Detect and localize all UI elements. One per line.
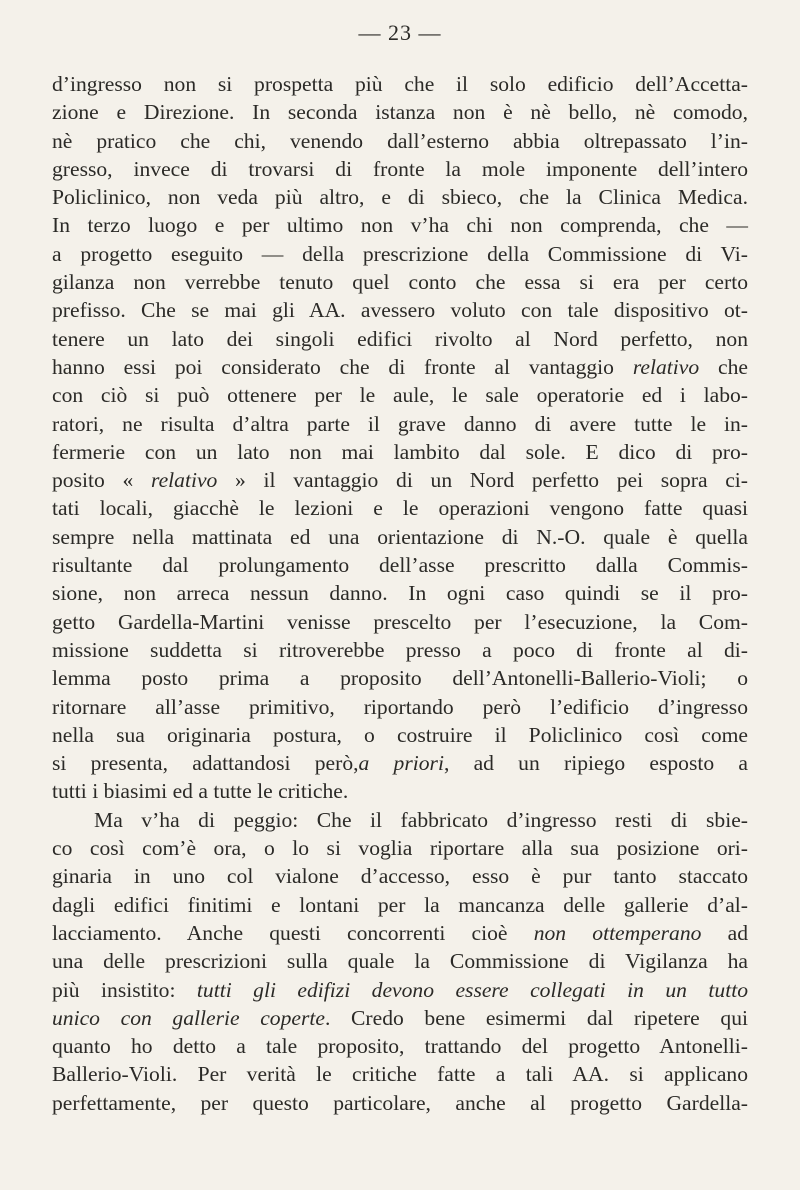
text-segment: sempre nella mattinata ed una orientazione di N.-O. quale è quella <box>52 524 748 549</box>
text-segment: più insistito: <box>52 977 197 1002</box>
text-line <box>52 211 748 239</box>
text-segment: che <box>699 354 748 379</box>
text-segment: una delle prescrizioni sulla quale la Commissione di Vigilanza ha <box>52 949 748 974</box>
text-segment: , ad un ripiego esposto a <box>443 751 748 776</box>
text-segment: sione, non arreca nessun danno. In ogni caso quindi se il pro- <box>52 581 748 606</box>
text-line <box>52 806 748 834</box>
text-line <box>52 1032 748 1060</box>
text-segment: Policlinico, non veda più altro, e di sbieco, che la Clinica Medica. <box>52 185 748 210</box>
text-segment: lacciamento. Anche questi concorrenti cioè <box>52 920 534 945</box>
text-segment: ginaria in uno col vialone d’accesso, esso è pur tanto staccato <box>52 864 748 889</box>
text-segment: d’ingresso non si prospetta più che il solo edificio dell’Accetta- <box>52 72 748 96</box>
italic-text-segment: tutti gli edifizi devono essere collegati in un tutto <box>196 977 748 1002</box>
text-segment: a progetto eseguito — della prescrizione della Commissione di Vi- <box>52 241 748 266</box>
text-segment: In terzo luogo e per ultimo non v’ha chi non comprenda, che — <box>52 213 748 238</box>
text-line <box>52 494 748 522</box>
text-segment: tati locali, giacchè le lezioni e le operazioni vengono fatte quasi <box>52 496 748 521</box>
text-line <box>52 579 748 607</box>
text-line <box>52 353 748 381</box>
text-line <box>52 325 748 353</box>
text-segment: ritornare all’asse primitivo, riportando però l’edificio d’ingresso <box>52 694 748 719</box>
text-line <box>52 381 748 409</box>
text-line <box>52 834 748 862</box>
text-segment: prefisso. Che se mai gli AA. avessero voluto con tale dispositivo ot- <box>52 298 748 323</box>
text-segment: hanno essi poi considerato che di fronte al vantaggio <box>52 354 633 379</box>
text-segment: gresso, invece di trovarsi di fronte la mole imponente dell’intero <box>52 156 748 181</box>
text-line <box>52 410 748 438</box>
text-segment: ratori, ne risulta d’altra parte il grave danno di avere tutte le in- <box>52 411 748 436</box>
text-line <box>52 976 748 1004</box>
text-segment: tenere un lato dei singoli edifici rivolto al Nord perfetto, non <box>52 326 748 351</box>
text-segment: perfettamente, per questo particolare, anche al progetto Gardella- <box>52 1090 748 1115</box>
text-line <box>52 268 748 296</box>
text-line <box>52 523 748 551</box>
text-line <box>52 127 748 155</box>
text-segment: risultante dal prolungamento dell’asse prescritto dalla Commis- <box>52 553 748 578</box>
text-line <box>52 466 748 494</box>
text-segment: con ciò si può ottenere per le aule, le sale operatorie ed i labo- <box>52 383 748 408</box>
text-line <box>52 296 748 324</box>
text-segment: fermerie con un lato non mai lambito dal sole. E dico di pro- <box>52 439 748 464</box>
text-line <box>52 862 748 890</box>
text-segment: missione suddetta si ritroverebbe presso a poco di fronte al di- <box>52 637 748 662</box>
text-segment: si presenta, adattandosi però, <box>52 751 359 776</box>
italic-text-segment: a priori <box>358 751 444 776</box>
text-line <box>52 693 748 721</box>
text-segment: gilanza non verrebbe tenuto quel conto che essa si era per certo <box>52 270 748 295</box>
text-line <box>52 1060 748 1088</box>
text-segment: nè pratico che chi, venendo dall’esterno abbia oltrepassato l’in- <box>52 128 748 153</box>
text-line <box>52 636 748 664</box>
italic-text-segment: unico con gallerie coperte <box>52 1005 325 1030</box>
text-line <box>52 551 748 579</box>
text-line <box>52 891 748 919</box>
text-segment: . Credo bene esimermi dal ripetere qui <box>324 1005 748 1030</box>
text-line <box>52 183 748 211</box>
text-line <box>52 70 748 98</box>
text-segment: zione e Direzione. In seconda istanza non è nè bello, nè comodo, <box>52 100 748 125</box>
text-segment: dagli edifici finitimi e lontani per la mancanza delle gallerie d’al- <box>52 892 748 917</box>
text-segment: lemma posto prima a proposito dell’Antonelli-Ballerio-Violi; o <box>52 666 748 691</box>
body-text <box>52 70 748 1117</box>
text-line <box>52 240 748 268</box>
text-line <box>52 1004 748 1032</box>
text-segment: getto Gardella-Martini venisse prescelto per l’esecuzione, la Com- <box>52 609 748 634</box>
text-line <box>52 98 748 126</box>
italic-text-segment: relativo <box>632 354 700 379</box>
text-segment: » il vantaggio di un Nord perfetto pei sopra ci- <box>217 468 748 493</box>
text-line <box>52 438 748 466</box>
italic-text-segment: relativo <box>150 468 218 493</box>
text-line <box>52 919 748 947</box>
text-line <box>52 664 748 692</box>
italic-text-segment: non ottemperano <box>533 920 702 945</box>
text-segment: quanto ho detto a tale proposito, trattando del progetto Antonelli- <box>52 1034 748 1059</box>
text-segment: tutti i biasimi ed a tutte le critiche. <box>52 779 349 804</box>
text-segment: nella sua originaria postura, o costruire il Policlinico così come <box>52 722 748 747</box>
text-line <box>52 721 748 749</box>
text-line <box>52 749 748 777</box>
text-line <box>52 777 748 805</box>
text-segment: ad <box>701 920 748 945</box>
text-segment: Ma v’ha di peggio: Che il fabbricato d’ingresso resti di sbie- <box>94 807 748 832</box>
text-line <box>52 1089 748 1117</box>
text-segment: Ballerio-Violi. Per verità le critiche fatte a tali AA. si applicano <box>52 1062 748 1087</box>
text-line <box>52 947 748 975</box>
page-number: — 23 — <box>358 20 442 45</box>
text-segment: co così com’è ora, o lo si voglia riportare alla sua posizione ori- <box>52 836 748 861</box>
text-segment: posito « <box>52 468 151 493</box>
text-line <box>52 155 748 183</box>
text-line <box>52 608 748 636</box>
